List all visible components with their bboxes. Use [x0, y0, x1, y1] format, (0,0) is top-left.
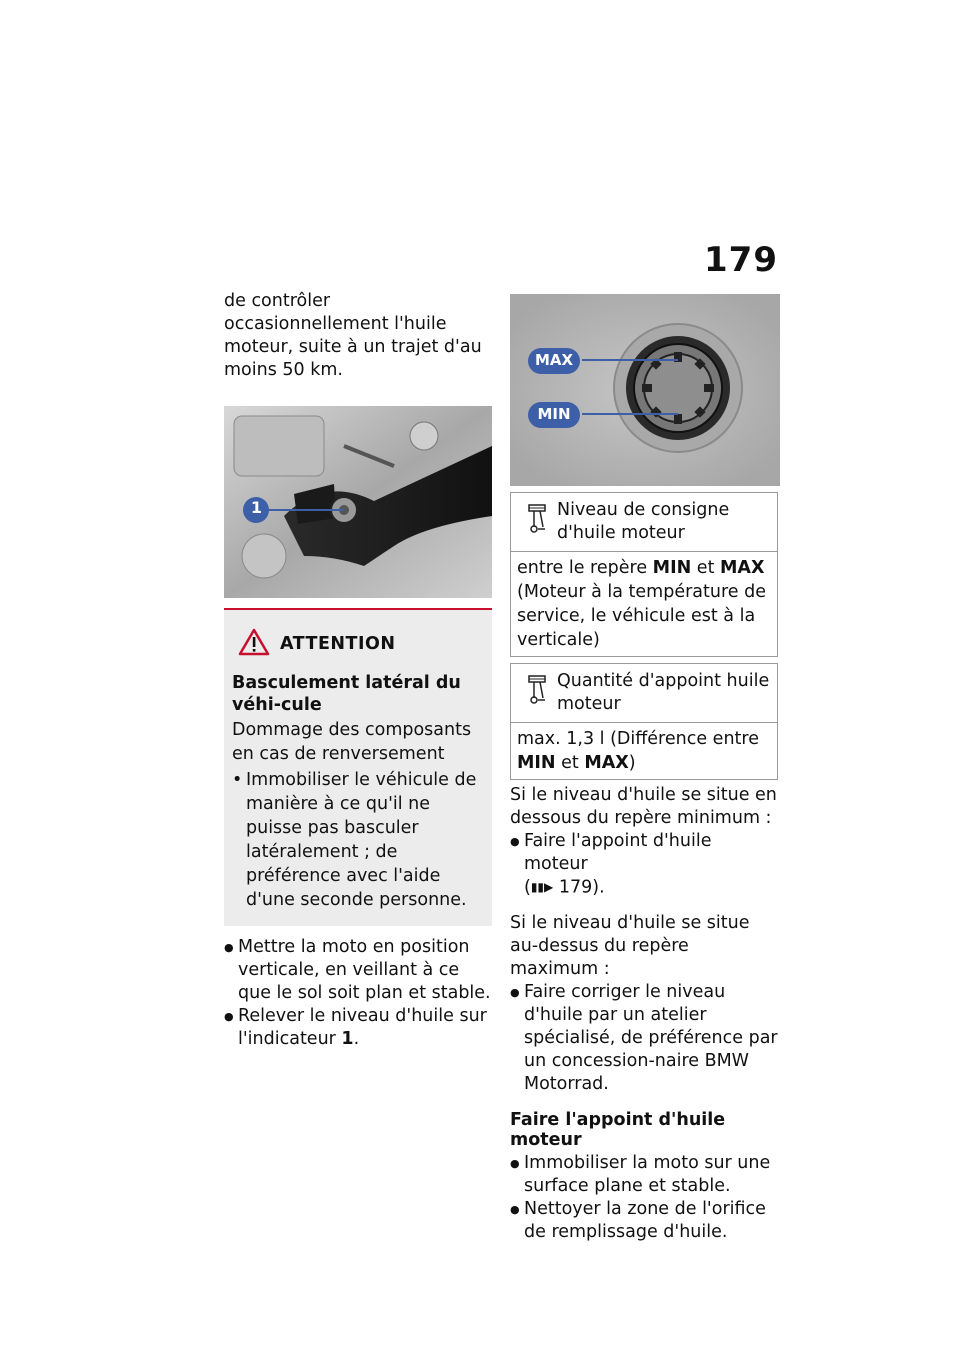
high-level-list	[510, 981, 780, 1096]
fill-item: ● Immobiliser la moto sur une surface plane et stable.	[510, 1152, 780, 1198]
spec-top-up-quantity	[510, 663, 778, 780]
low-level-item: ● Faire l'appoint d'huile moteur (▮▮▶ 179).	[510, 830, 780, 900]
page-number: 179	[704, 240, 778, 280]
high-level-text: Si le niveau d'huile se situe au-dessus du repère maximum :	[510, 912, 750, 979]
low-level-list	[510, 830, 780, 900]
warning-subtitle: Basculement latéral du véhi-cule	[232, 673, 461, 715]
warning-title: ATTENTION	[280, 634, 396, 654]
warning-triangle-icon	[238, 628, 270, 660]
spec-target-value: entre le repère MIN et MAX (Moteur à la température de service, le véhicule est à la verticale)	[517, 558, 766, 650]
warning-list	[232, 768, 484, 912]
oil-quantity-icon	[517, 670, 557, 716]
spec-target-label: Niveau de consigne d'huile moteur	[557, 500, 730, 543]
spec-quantity-value: max. 1,3 l (Différence entre MIN et MAX)	[517, 729, 759, 773]
warning-box	[224, 608, 492, 926]
step-vertical: ● Mettre la moto en position verticale, en veillant à ce que le sol soit plan et stable.	[224, 936, 492, 1005]
figure-label-1: 1	[250, 498, 263, 517]
spec-target-level	[510, 492, 778, 657]
spec-quantity-label: Quantité d'appoint huile moteur	[557, 671, 770, 714]
fill-item: ● Nettoyer la zone de l'orifice de remplissage d'huile.	[510, 1198, 780, 1244]
oil-sight-glass-photo	[510, 294, 780, 486]
engine-photo	[224, 406, 492, 598]
low-level-text: Si le niveau d'huile se situe en dessous du repère minimum :	[510, 785, 777, 828]
min-label: MIN	[537, 405, 571, 423]
step-check-level: ● Relever le niveau d'huile sur l'indicateur 1.	[224, 1005, 492, 1051]
warning-item: • Immobiliser le véhicule de manière à ce qu'il ne puisse pas basculer latéralement ; de préférence avec l'aide d'une seconde personne.	[232, 768, 484, 912]
high-level-item: ● Faire corriger le niveau d'huile par un atelier spécialisé, de préférence par un concession-naire BMW Motorrad.	[510, 981, 780, 1096]
page-reference[interactable]: 179).	[558, 877, 605, 898]
procedure-list	[224, 936, 492, 1051]
intro-paragraph: de contrôler occasionnellement l'huile moteur, suite à un trajet d'au moins 50 km.	[224, 291, 482, 380]
right-column	[510, 294, 780, 1244]
left-column	[224, 290, 492, 1051]
max-label: MAX	[534, 351, 574, 369]
section-title: Faire l'appoint d'huile moteur	[510, 1109, 726, 1150]
page-reference-arrow-icon: ▮▮▶	[530, 880, 554, 894]
warning-text: Dommage des composants en cas de renversement	[232, 720, 472, 764]
fill-list	[510, 1152, 780, 1244]
oil-level-icon	[517, 499, 557, 545]
